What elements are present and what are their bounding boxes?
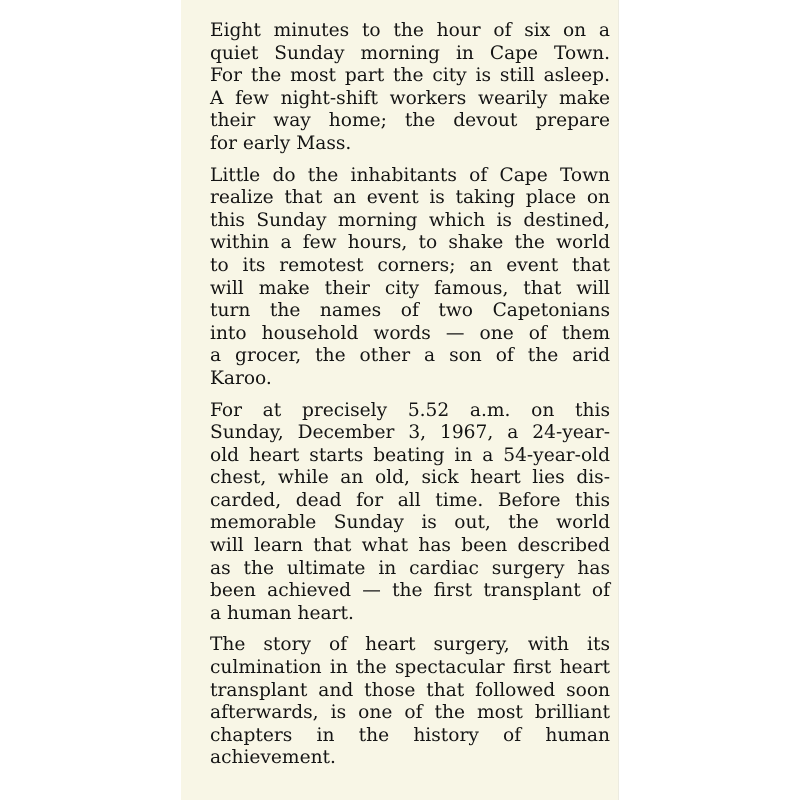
paragraph-2 [210,165,610,391]
text-line: realize that an event is taking place on [210,187,610,209]
text-line: chapters in the history of human [210,724,610,746]
text-line: to its remotest corners; an event that [210,254,610,276]
text-line: culmination in the spectacular first heart [210,657,610,679]
text-line: Little do the inhabitants of Cape Town [210,164,610,186]
text-line: within a few hours, to shake the world [210,232,610,254]
text-line: chest, while an old, sick heart lies dis- [210,467,610,489]
paragraph-3 [210,400,610,626]
text-line: turn the names of two Capetonians [210,300,610,322]
text-line: memorable Sunday is out, the world [210,512,610,534]
text-line: afterwards, is one of the most brilliant [210,702,610,724]
text-line: For the most part the city is still asleep. [210,65,610,87]
text-line: The story of heart surgery, with its [210,634,610,656]
text-line: this Sunday morning which is destined, [210,209,610,231]
text-line: a grocer, the other a son of the arid [210,345,610,367]
text-line: achievement. [210,747,336,769]
text-line: as the ultimate in cardiac surgery has [210,557,610,579]
text-line: a human heart. [210,602,354,624]
text-line: A few night-shift workers wearily make [210,87,610,109]
text-line: into household words — one of them [210,322,610,344]
text-line: been achieved — the first transplant of [210,580,610,602]
text-line: For at precisely 5.52 a.m. on this [210,399,610,421]
text-line: for early Mass. [210,132,352,154]
text-line: will learn that what has been described [210,535,610,557]
text-line: Karoo. [210,367,272,389]
text-line: Sunday, December 3, 1967, a 24-year- [210,422,610,444]
text-line: transplant and those that followed soon [210,679,610,701]
text-line: their way home; the devout prepare [210,110,610,132]
text-line: quiet Sunday morning in Cape Town. [210,42,610,64]
article-text [210,20,610,779]
paragraph-1 [210,20,610,156]
text-line: will make their city famous, that will [210,277,610,299]
paragraph-4 [210,634,610,770]
text-line: old heart starts beating in a 54-year-old [210,444,610,466]
text-line: carded, dead for all time. Before this [210,489,610,511]
text-line: Eight minutes to the hour of six on a [210,20,610,41]
